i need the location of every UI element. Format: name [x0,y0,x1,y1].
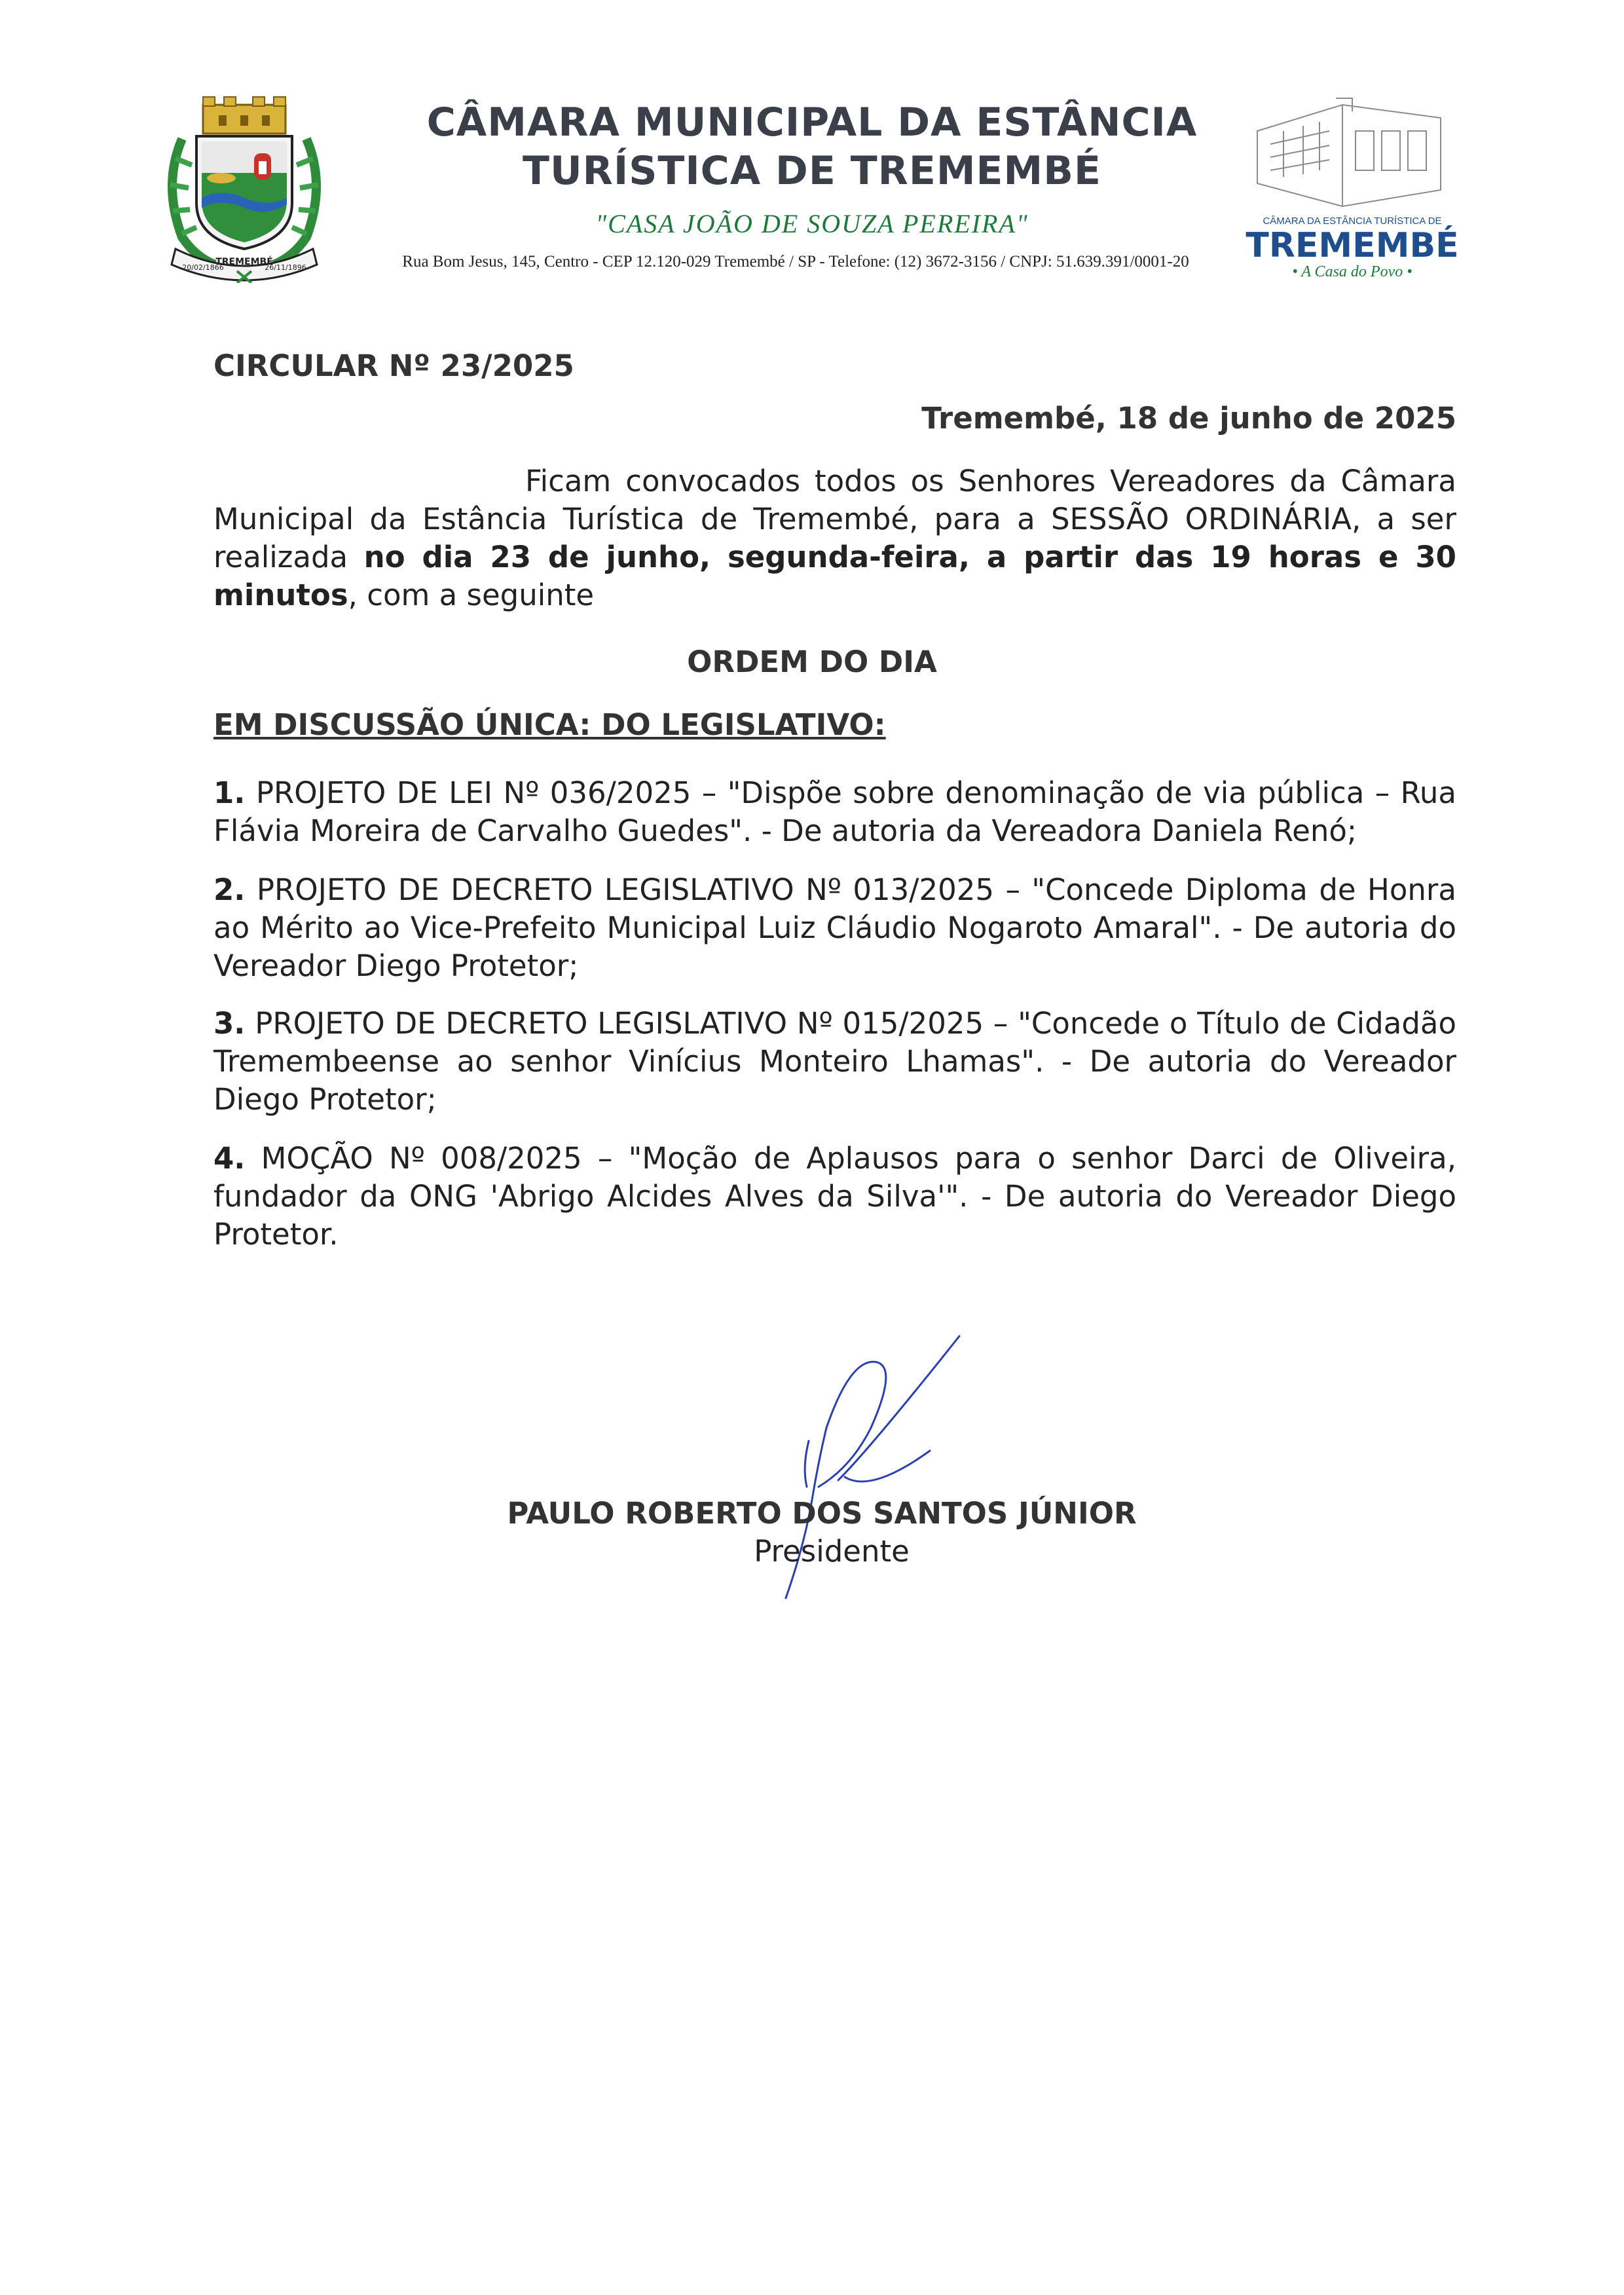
coat-ribbon-text: TREMEMBÉ [215,257,273,267]
discussion-heading: EM DISCUSSÃO ÚNICA: DO LEGISLATIVO: [213,707,886,742]
coat-date-right: 26/11/1896 [265,263,306,272]
agenda-item [213,774,1456,850]
agenda-item-number: 1. [213,775,246,810]
agenda-item-number: 4. [213,1141,246,1176]
agenda-item-text: PROJETO DE DECRETO LEGISLATIVO Nº 013/2025 – "Concede Diploma de Honra ao Mérito ao Vice-Prefeito Municipal Luiz Cláudio Nogaroto Amaral". - De autoria do Vereador Diego Protetor; [213,872,1456,983]
logo-big-text: TREMEMBÉ [1246,226,1459,265]
agenda-item [213,871,1456,985]
institution-title-line1: CÂMARA MUNICIPAL DA ESTÂNCIA [426,100,1198,145]
logo-small-text: CÂMARA DA ESTÂNCIA TURÍSTICA DE [1263,215,1442,227]
signatory-name: PAULO ROBERTO DOS SANTOS JÚNIOR [507,1496,1137,1531]
institution-subtitle: "CASA JOÃO DE SOUZA PEREIRA" [595,209,1029,238]
agenda-item [213,1005,1456,1119]
institution-title-line2: TURÍSTICA DE TREMEMBÉ [523,148,1101,194]
agenda-item-text: PROJETO DE DECRETO LEGISLATIVO Nº 015/2025 – "Concede o Título de Cidadão Tremembeense ao senhor Vinícius Monteiro Lhamas". - De autoria do Vereador Diego Protetor; [213,1006,1456,1117]
document-date: Tremembé, 18 de junho de 2025 [921,401,1456,436]
agenda-item-number: 3. [213,1006,246,1041]
intro-text-1: Ficam convocados todos os Senhores Vereadores da Câmara Municipal da Estância Turística de Tremembé, para a SESSÃO ORDINÁRIA, a ser realizada [213,464,1456,574]
agenda-item-text: MOÇÃO Nº 008/2025 – "Moção de Aplausos para o senhor Darci de Oliveira, fundador da ONG 'Abrigo Alcides Alves da Silva'". - De autoria do Vereador Diego Protetor. [213,1141,1456,1252]
agenda-item-number: 2. [213,872,246,907]
ordem-do-dia-heading: ORDEM DO DIA [687,644,937,679]
signatory-role: Presidente [754,1534,910,1569]
logo-tagline: • A Casa do Povo • [1292,263,1412,280]
institution-address: Rua Bom Jesus, 145, Centro - CEP 12.120-029 Tremembé / SP - Telefone: (12) 3672-3156 / CNPJ: 51.639.391/0001-20 [402,253,1189,271]
intro-text-2: , com a seguinte [348,578,595,612]
intro-text-bold: no dia 23 de junho, segunda-feira, a partir das 19 horas e 30 minutos [213,540,1456,612]
intro-paragraph [213,462,1456,614]
agenda-item-text: PROJETO DE LEI Nº 036/2025 – "Dispõe sobre denominação de via pública – Rua Flávia Moreira de Carvalho Guedes". - De autoria da Vereadora Daniela Renó; [213,775,1456,848]
institution-title [367,98,1257,195]
building-logo-icon [1244,92,1460,288]
agenda-item [213,1140,1456,1254]
coat-date-left: 20/02/1866 [182,263,224,272]
circular-number: CIRCULAR Nº 23/2025 [213,348,574,383]
coat-of-arms-icon [156,93,333,283]
